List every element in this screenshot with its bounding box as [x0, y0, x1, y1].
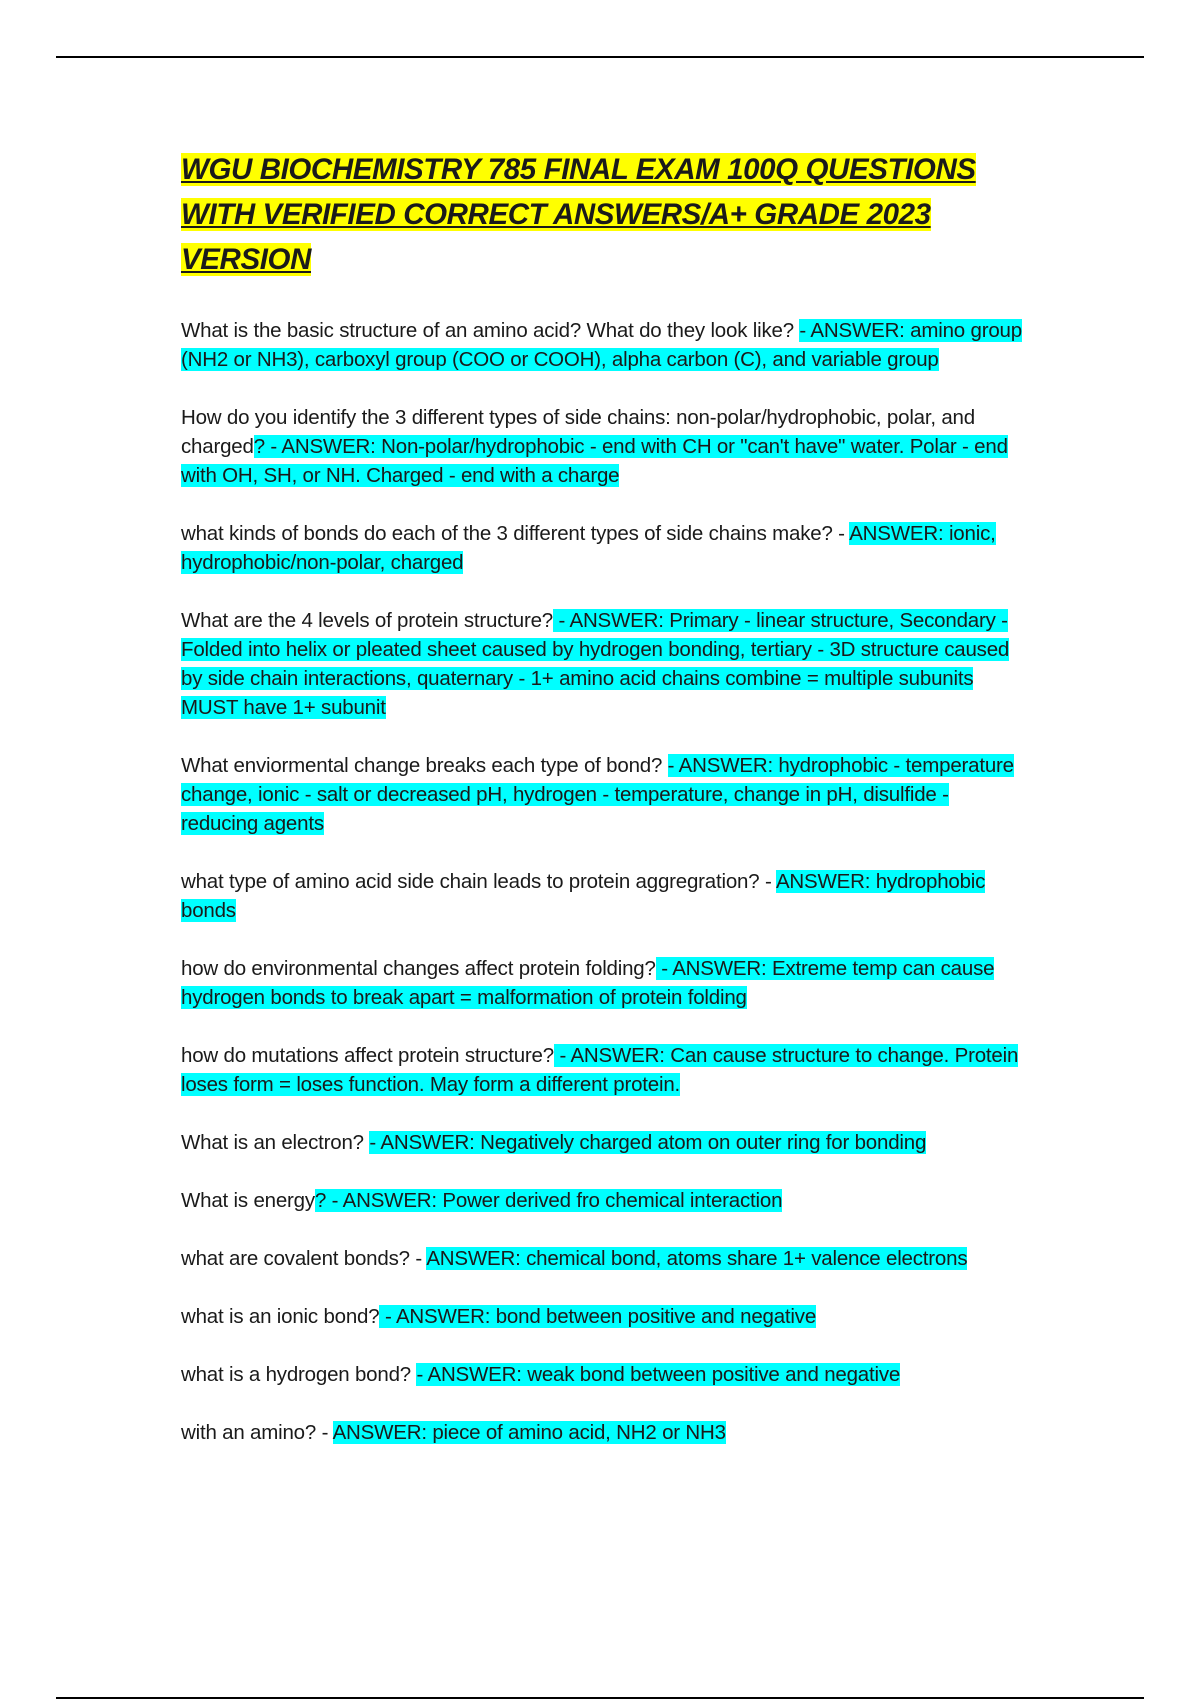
document-title [181, 147, 1031, 282]
qa-item [181, 1418, 1031, 1447]
question-text: how do mutations affect protein structure? [181, 1044, 554, 1067]
answer-text: - ANSWER: Primary - linear structure, Secondary - Folded into helix or pleated sheet caused by hydrogen bonding, tertiary - 3D structure caused by side chain interactions, quaternary - 1+ amino acid chains combine = multiple subunits MUST have 1+ subunit [181, 609, 1010, 719]
answer-text: ? - ANSWER: Power derived fro chemical interaction [314, 1189, 783, 1212]
qa-item [181, 1128, 1031, 1157]
qa-item [181, 1360, 1031, 1389]
question-text: with an amino? - [181, 1421, 333, 1444]
answer-text: ANSWER: hydrophobic bonds [181, 870, 986, 922]
qa-item [181, 1186, 1031, 1215]
bottom-rule [56, 1697, 1144, 1699]
qa-item [181, 1244, 1031, 1273]
qa-item [181, 519, 1031, 577]
answer-text: - ANSWER: Can cause structure to change. Protein loses form = loses function. May form a different protein. [181, 1044, 1019, 1096]
qa-item [181, 316, 1031, 374]
qa-item [181, 606, 1031, 722]
top-rule [56, 56, 1144, 58]
qa-item [181, 1041, 1031, 1099]
question-text: what is an ionic bond? [181, 1305, 380, 1328]
question-text: What is the basic structure of an amino acid? What do they look like? [181, 319, 800, 342]
qa-item [181, 954, 1031, 1012]
document-title-text: WGU BIOCHEMISTRY 785 FINAL EXAM 100Q QUESTIONS WITH VERIFIED CORRECT ANSWERS/A+ GRADE 2023 VERSION [181, 153, 976, 276]
answer-text: - ANSWER: Negatively charged atom on outer ring for bonding [369, 1131, 927, 1154]
question-text: How do you identify the 3 different types of side chains: non-polar/hydrophobic, polar, and charged [181, 406, 975, 458]
qa-item [181, 1302, 1031, 1331]
question-text: What is an electron? [181, 1131, 370, 1154]
question-text: what type of amino acid side chain leads to protein aggregration? - [181, 870, 776, 893]
question-text: what is a hydrogen bond? [181, 1363, 417, 1386]
qa-item [181, 867, 1031, 925]
qa-item [181, 751, 1031, 838]
answer-text: ANSWER: piece of amino acid, NH2 or NH3 [332, 1421, 726, 1444]
answer-text: ? - ANSWER: Non-polar/hydrophobic - end with CH or "can't have" water. Polar - end with OH, SH, or NH. Charged - end with a charge [181, 435, 1008, 487]
question-text: how do environmental changes affect protein folding? [181, 957, 656, 980]
question-text: What is energy [181, 1189, 315, 1212]
document-body [181, 147, 1031, 1476]
answer-text: ANSWER: ionic, hydrophobic/non-polar, charged [181, 522, 996, 574]
answer-text: - ANSWER: Extreme temp can cause hydrogen bonds to break apart = malformation of protein folding [181, 957, 995, 1009]
question-text: What enviormental change breaks each type of bond? [181, 754, 668, 777]
answer-text: - ANSWER: bond between positive and negative [379, 1305, 817, 1328]
answer-text: - ANSWER: hydrophobic - temperature change, ionic - salt or decreased pH, hydrogen - temperature, change in pH, disulfide - reducing agents [181, 754, 1014, 835]
qa-item [181, 403, 1031, 490]
answer-text: - ANSWER: amino group (NH2 or NH3), carboxyl group (COO or COOH), alpha carbon (C), and variable group [181, 319, 1022, 371]
answer-text: - ANSWER: weak bond between positive and negative [416, 1363, 901, 1386]
question-text: What are the 4 levels of protein structure? [181, 609, 553, 632]
question-text: what kinds of bonds do each of the 3 different types of side chains make? - [181, 522, 850, 545]
question-text: what are covalent bonds? - [181, 1247, 427, 1270]
answer-text: ANSWER: chemical bond, atoms share 1+ valence electrons [426, 1247, 968, 1270]
